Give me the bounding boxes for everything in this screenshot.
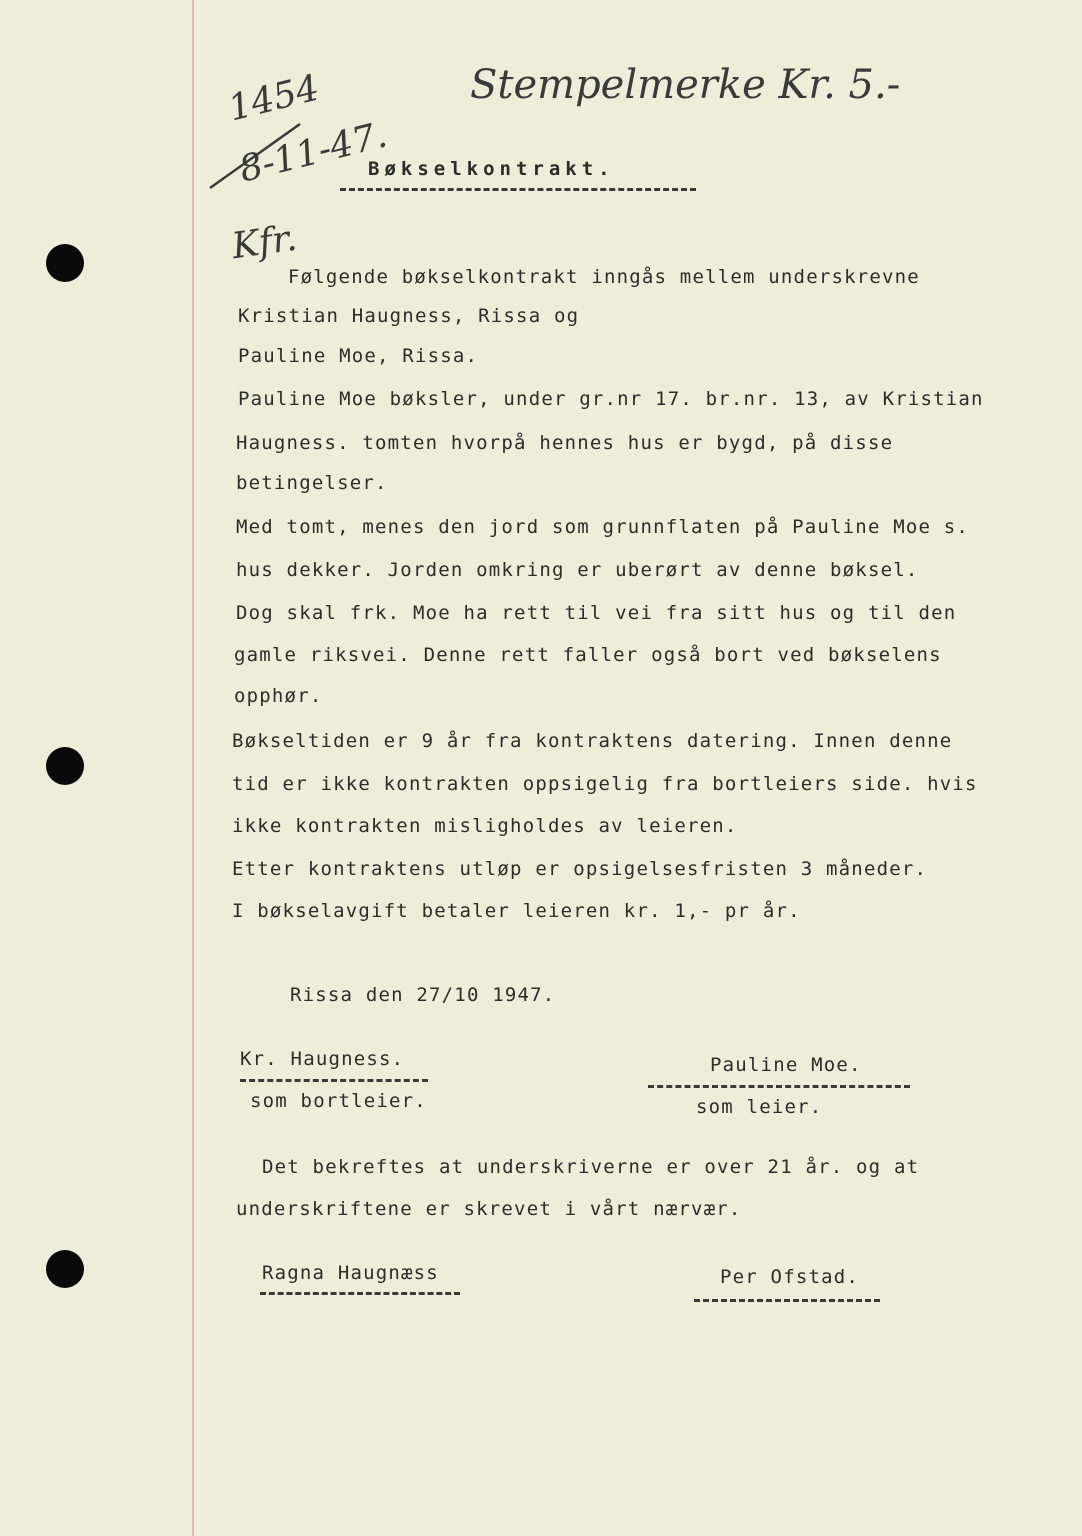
body-line: hus dekker. Jorden omkring er uberørt av denne bøksel. <box>236 559 919 581</box>
title-underline <box>340 188 696 191</box>
punch-hole <box>46 747 84 785</box>
signature-right-role: som leier. <box>696 1096 823 1118</box>
signature-right-line <box>648 1085 910 1088</box>
witness-left-name: Ragna Haugnæss <box>262 1262 439 1284</box>
body-line: Dog skal frk. Moe ha rett til vei fra sitt hus og til den <box>236 602 957 624</box>
handwritten-stamp-note: Stempelmerke Kr. 5.- <box>470 62 901 108</box>
body-line: opphør. <box>234 685 323 707</box>
handwritten-number: 1454 <box>224 67 324 130</box>
body-line: I bøkselavgift betaler leieren kr. 1,- pr år. <box>232 900 801 922</box>
handwritten-date: 8-11-47. <box>235 114 392 191</box>
signature-left-name: Kr. Haugness. <box>240 1048 405 1070</box>
body-line: Etter kontraktens utløp er opsigelsesfristen 3 måneder. <box>232 858 928 880</box>
punch-hole <box>46 244 84 282</box>
margin-line <box>192 0 194 1536</box>
handwritten-initials: Kfr. <box>229 217 300 268</box>
body-line: Følgende bøkselkontrakt inngås mellem underskrevne <box>288 266 920 288</box>
signature-left-line <box>240 1079 428 1082</box>
punch-hole <box>46 1250 84 1288</box>
body-line: Pauline Moe, Rissa. <box>238 345 479 367</box>
body-line: gamle riksvei. Denne rett faller også bort ved bøkselens <box>234 644 942 666</box>
body-line: betingelser. <box>236 472 388 494</box>
witness-left-line <box>260 1292 460 1295</box>
witness-right-line <box>694 1299 880 1302</box>
handwritten-slash-mark <box>200 120 310 200</box>
signature-right-name: Pauline Moe. <box>710 1054 862 1076</box>
body-line: Med tomt, menes den jord som grunnflaten på Pauline Moe s. <box>236 516 970 538</box>
witness-right-name: Per Ofstad. <box>720 1266 860 1288</box>
body-line: tid er ikke kontrakten oppsigelig fra bortleiers side. hvis <box>232 773 978 795</box>
body-line: Bøkseltiden er 9 år fra kontraktens datering. Innen denne <box>232 730 953 752</box>
body-line: Kristian Haugness, Rissa og <box>238 305 580 327</box>
body-line: ikke kontrakten misligholdes av leieren. <box>232 815 738 837</box>
body-line: Haugness. tomten hvorpå hennes hus er bygd, på disse <box>236 432 894 454</box>
document-title: Bøkselkontrakt. <box>368 158 615 180</box>
witness-statement-line: Det bekreftes at underskriverne er over 21 år. og at <box>262 1156 920 1178</box>
signature-left-role: som bortleier. <box>250 1090 427 1112</box>
body-line: Pauline Moe bøksler, under gr.nr 17. br.nr. 13, av Kristian <box>238 388 984 410</box>
place-date: Rissa den 27/10 1947. <box>290 984 556 1006</box>
witness-statement-line: underskriftene er skrevet i vårt nærvær. <box>236 1198 742 1220</box>
